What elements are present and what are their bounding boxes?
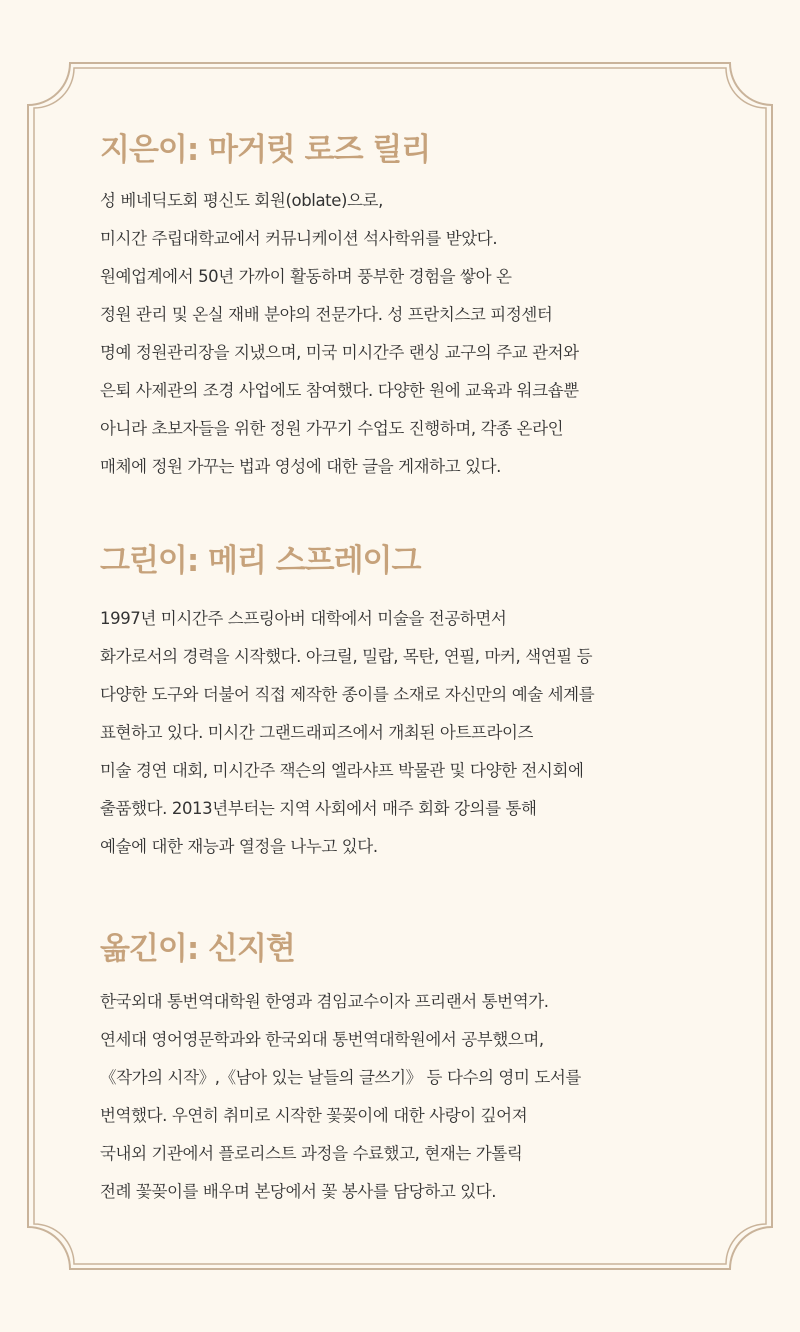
bio-line: 화가로서의 경력을 시작했다. 아크릴, 밀랍, 목탄, 연필, 마커, 색연필 등 bbox=[100, 647, 593, 666]
bio-line: 예술에 대한 재능과 열정을 나누고 있다. bbox=[100, 837, 378, 856]
author-bio bbox=[100, 182, 740, 486]
bio-line: 한국외대 통번역대학원 한영과 겸임교수이자 프리랜서 통번역가. bbox=[100, 992, 549, 1011]
bio-line: 전례 꽃꽂이를 배우며 본당에서 꽃 봉사를 담당하고 있다. bbox=[100, 1182, 497, 1201]
bio-line: 매체에 정원 가꾸는 법과 영성에 대한 글을 게재하고 있다. bbox=[100, 457, 502, 476]
bio-line: 번역했다. 우연히 취미로 시작한 꽃꽂이에 대한 사랑이 깊어져 bbox=[100, 1106, 528, 1125]
bio-line: 다양한 도구와 더불어 직접 제작한 종이를 소재로 자신만의 예술 세계를 bbox=[100, 685, 595, 704]
bio-line: 미시간 주립대학교에서 커뮤니케이션 석사학위를 받았다. bbox=[100, 229, 498, 248]
illustrator-heading: 그린이: 메리 스프레이그 bbox=[100, 543, 421, 579]
bio-line: 아니라 초보자들을 위한 정원 가꾸기 수업도 진행하며, 각종 온라인 bbox=[100, 419, 564, 438]
bio-line: 미술 경연 대회, 미시간주 잭슨의 엘라샤프 박물관 및 다양한 전시회에 bbox=[100, 761, 584, 780]
bio-line: 국내외 기관에서 플로리스트 과정을 수료했고, 현재는 가톨릭 bbox=[100, 1144, 523, 1163]
bio-line: 정원 관리 및 온실 재배 분야의 전문가다. 성 프란치스코 피정센터 bbox=[100, 305, 553, 324]
translator-heading: 옮긴이: 신지현 bbox=[100, 931, 295, 967]
bio-line: 《작가의 시작》,《남아 있는 날들의 글쓰기》 등 다수의 영미 도서를 bbox=[100, 1068, 581, 1087]
illustrator-bio bbox=[100, 600, 740, 866]
author-heading: 지은이: 마거릿 로즈 릴리 bbox=[100, 132, 431, 168]
bio-line: 1997년 미시간주 스프링아버 대학에서 미술을 전공하면서 bbox=[100, 609, 507, 628]
bio-line: 원예업계에서 50년 가까이 활동하며 풍부한 경험을 쌓아 온 bbox=[100, 267, 512, 286]
bio-line: 출품했다. 2013년부터는 지역 사회에서 매주 회화 강의를 통해 bbox=[100, 799, 537, 818]
translator-bio bbox=[100, 983, 740, 1211]
bio-line: 연세대 영어영문학과와 한국외대 통번역대학원에서 공부했으며, bbox=[100, 1030, 544, 1049]
bio-line: 성 베네딕도회 평신도 회원(oblate)으로, bbox=[100, 191, 383, 210]
bio-line: 명예 정원관리장을 지냈으며, 미국 미시간주 랜싱 교구의 주교 관저와 bbox=[100, 343, 579, 362]
bio-line: 표현하고 있다. 미시간 그랜드래피즈에서 개최된 아트프라이즈 bbox=[100, 723, 534, 742]
bio-line: 은퇴 사제관의 조경 사업에도 참여했다. 다양한 원에 교육과 워크숍뿐 bbox=[100, 381, 579, 400]
